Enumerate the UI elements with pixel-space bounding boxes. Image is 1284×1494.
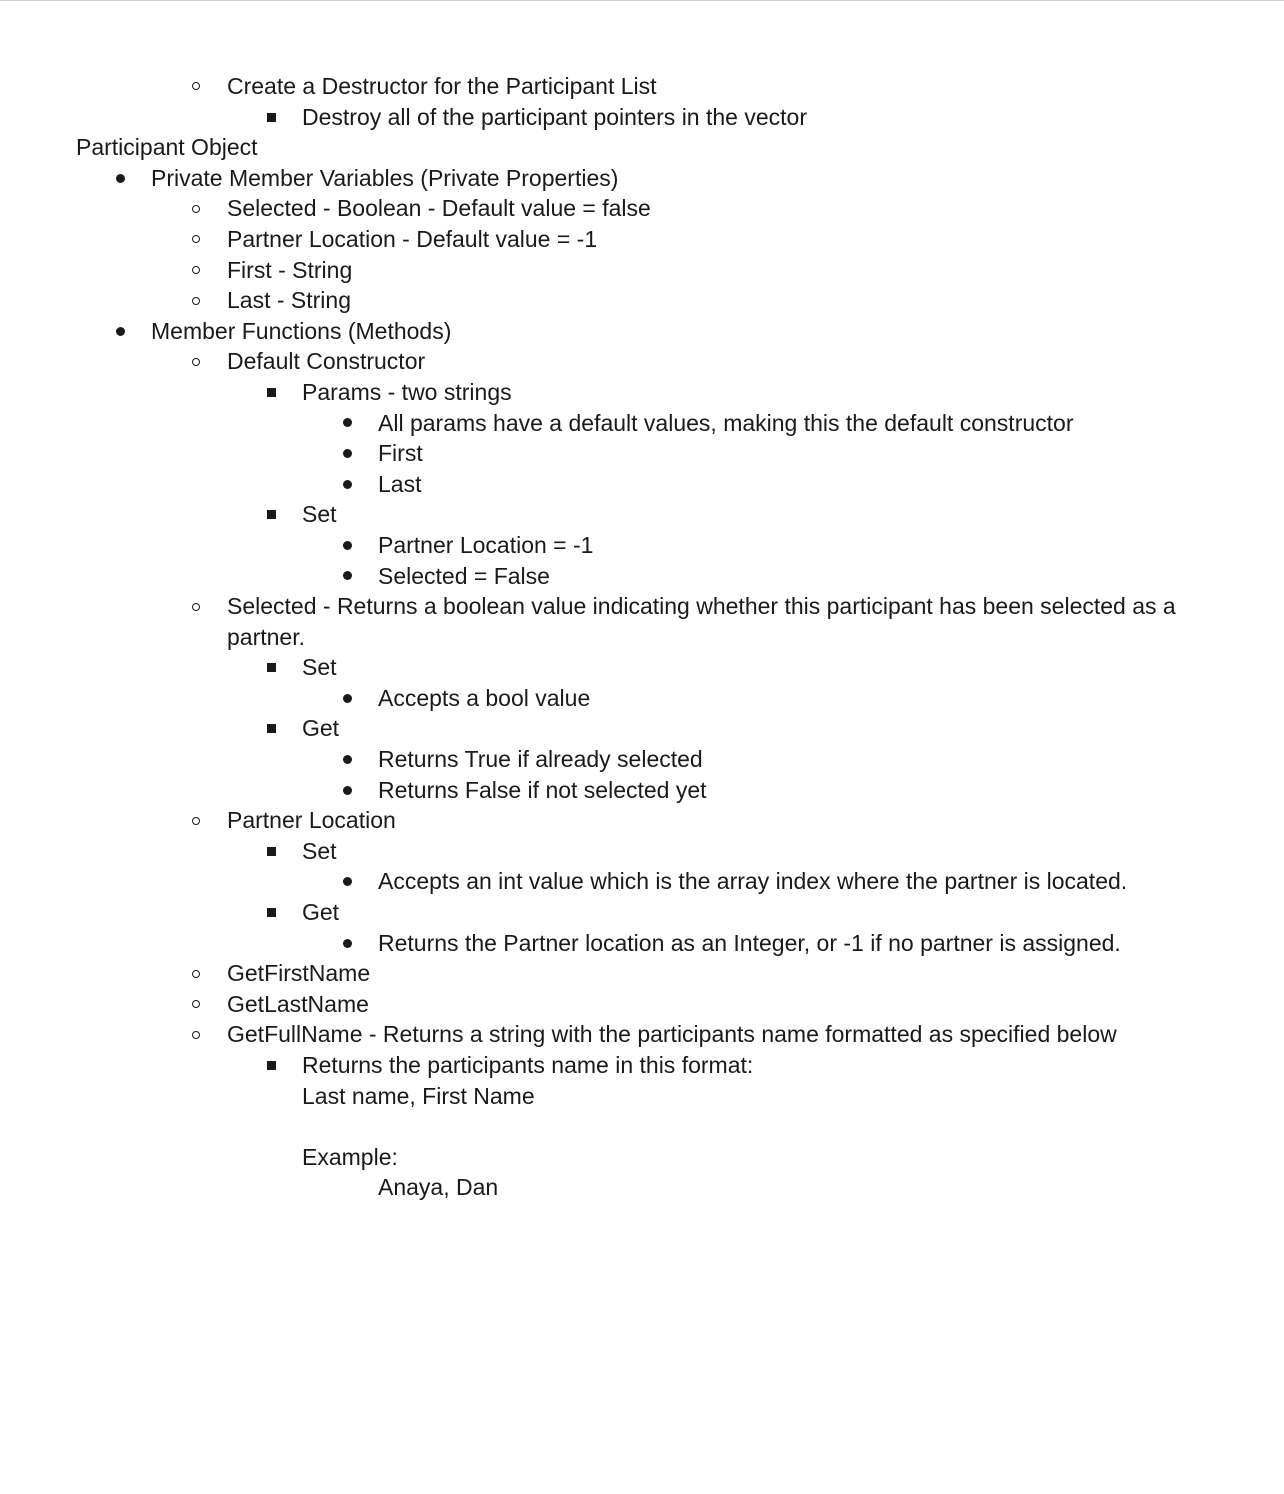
list-item [0,346,1284,377]
list-item [0,316,1284,347]
list-item-text: Accepts a bool value [378,684,591,711]
list-item-text: Partner Location [227,807,396,834]
list-item [0,805,1284,836]
bullet-circle-icon [186,591,206,622]
bullet-circle-icon [186,805,206,836]
bullet-disc-icon [337,775,357,806]
list-item [0,1142,1284,1173]
list-item [0,591,1284,622]
list-item-text: Get [302,899,340,926]
list-item-text: Returns the Partner location as an Integer, or -1 if no partner is assigned. [378,929,1121,956]
bullet-circle-icon [186,71,206,102]
list-item [0,224,1284,255]
bullet-disc-icon [337,928,357,959]
bullet-square-icon [261,836,281,867]
list-item [0,1172,1284,1203]
list-item [0,958,1284,989]
section-heading [0,132,1284,163]
list-item [0,499,1284,530]
list-item [0,744,1284,775]
list-item-text: All params have a default values, making this the default constructor [378,409,1074,436]
bullet-disc-icon [337,438,357,469]
list-item-text: First - String [227,256,353,283]
list-item-text: Example: [302,1143,398,1170]
list-item-text: GetFullName - Returns a string with the participants name formatted as specified below [227,1021,1117,1048]
list-item-text: Set [302,501,337,528]
list-item [0,469,1284,500]
list-item [0,775,1284,806]
list-item-text: Partner Location - Default value = -1 [227,225,598,252]
list-item-text: Last name, First Name [302,1082,535,1109]
bullet-square-icon [261,499,281,530]
bullet-disc-icon [337,866,357,897]
list-item [0,836,1284,867]
list-item-text: Destroy all of the participant pointers in the vector [302,103,807,130]
list-item-text: Last [378,470,422,497]
list-item-text: Selected - Returns a boolean value indicating whether this participant has been selected as a [227,593,1176,620]
bullet-disc-icon [337,469,357,500]
list-item [0,989,1284,1020]
list-item-text: Set [302,837,337,864]
list-item [0,561,1284,592]
list-item-text: Params - two strings [302,378,512,405]
list-item [0,928,1284,959]
list-item-text: Member Functions (Methods) [151,317,452,344]
list-item-text: Accepts an int value which is the array index where the partner is located. [378,868,1128,895]
bullet-disc-icon [337,683,357,714]
list-item-text: Last - String [227,287,351,314]
bullet-square-icon [261,1050,281,1081]
bullet-circle-icon [186,989,206,1020]
list-item [0,1050,1284,1081]
list-item-text: partner. [227,623,305,650]
bullet-square-icon [261,102,281,133]
list-item [0,1111,1284,1142]
list-item-text: Returns True if already selected [378,746,703,773]
list-item [0,1019,1284,1050]
list-item [0,652,1284,683]
list-item [0,530,1284,561]
bullet-disc-icon [337,744,357,775]
list-item-text: Returns False if not selected yet [378,776,707,803]
bullet-square-icon [261,713,281,744]
list-item [0,163,1284,194]
list-item-text: First [378,440,423,467]
list-item [0,897,1284,928]
list-item-text: Selected = False [378,562,550,589]
bullet-circle-icon [186,193,206,224]
bullet-circle-icon [186,224,206,255]
list-item [0,438,1284,469]
bullet-circle-icon [186,1019,206,1050]
list-item [0,408,1284,439]
bullet-disc-icon [110,163,130,194]
bullet-disc-icon [337,530,357,561]
list-item [0,1081,1284,1112]
list-item-text: GetFirstName [227,960,371,987]
list-item [0,622,1284,653]
list-item-text: Partner Location = -1 [378,531,594,558]
bullet-disc-icon [337,408,357,439]
bullet-circle-icon [186,346,206,377]
document-body [0,71,1284,1203]
list-item [0,713,1284,744]
list-item-text: Anaya, Dan [378,1174,499,1201]
list-item-text: Private Member Variables (Private Properties) [151,164,619,191]
list-item-text: Set [302,654,337,681]
list-item [0,866,1284,897]
bullet-disc-icon [337,561,357,592]
bullet-square-icon [261,897,281,928]
list-item-text: Get [302,715,340,742]
bullet-circle-icon [186,958,206,989]
bullet-circle-icon [186,285,206,316]
list-item [0,102,1284,133]
list-item [0,377,1284,408]
list-item-text: Create a Destructor for the Participant List [227,73,657,99]
page-top-border [0,0,1284,1]
list-item-text: Returns the participants name in this format: [302,1052,754,1078]
bullet-circle-icon [186,255,206,286]
list-item [0,285,1284,316]
list-item [0,71,1284,102]
bullet-disc-icon [110,316,130,347]
bullet-square-icon [261,377,281,408]
list-item-text: Default Constructor [227,348,426,375]
bullet-square-icon [261,652,281,683]
list-item [0,193,1284,224]
list-item-text: Selected - Boolean - Default value = false [227,195,651,222]
list-item-text: Participant Object [76,134,258,161]
list-item-text: GetLastName [227,990,369,1017]
list-item [0,683,1284,714]
list-item [0,255,1284,286]
